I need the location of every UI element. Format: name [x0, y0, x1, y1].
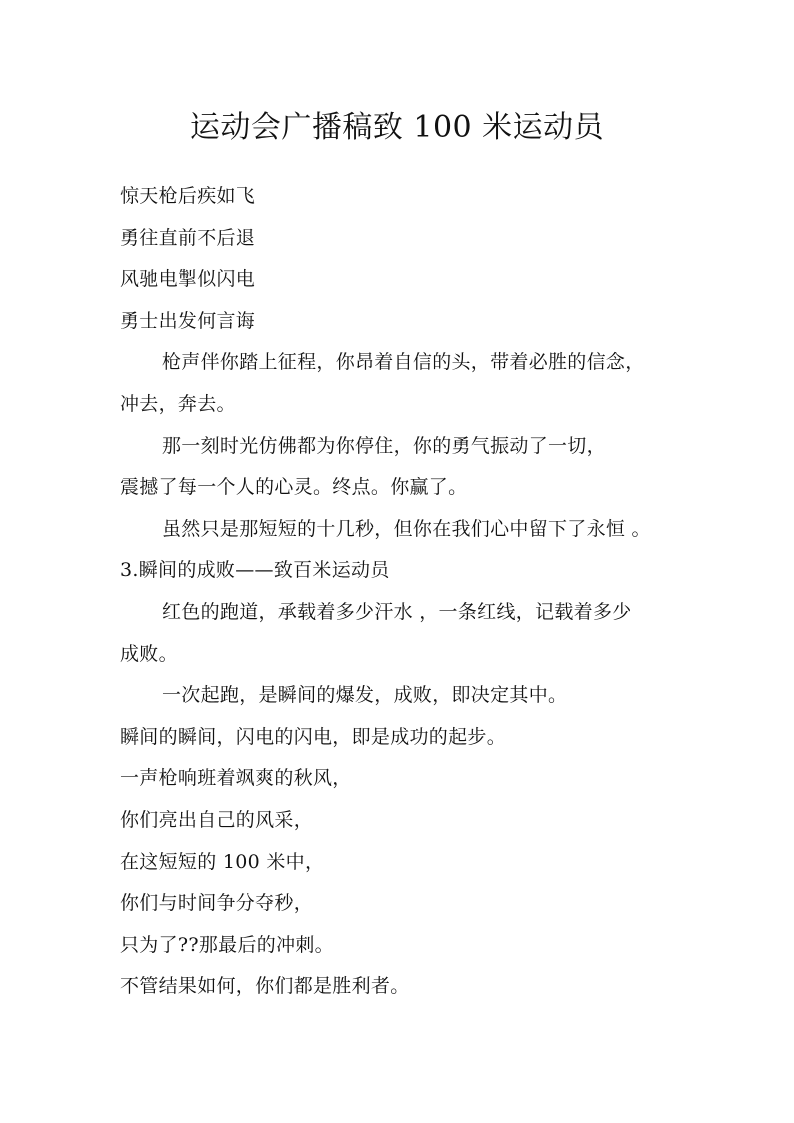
- text-line: 冲去，奔去。: [120, 392, 236, 415]
- text-line: 你们与时间争分夺秒，: [120, 892, 314, 915]
- text-line: 震撼了每一个人的心灵。终点。你赢了。: [120, 476, 468, 499]
- text-line: 红色的跑道，承载着多少汗水 ，一条红线，记载着多少: [162, 600, 632, 623]
- text-line: 那一刻时光仿佛都为你停住，你的勇气振动了一切，: [162, 434, 606, 457]
- text-line: 成败。: [120, 642, 178, 665]
- text-line: 风驰电掣似闪电: [120, 268, 256, 291]
- text-line: 你们亮出自己的风采，: [120, 808, 314, 831]
- text-line: 只为了??那最后的冲刺。: [120, 933, 334, 956]
- text-line: 在这短短的 100 米中，: [120, 850, 325, 873]
- text-line: 惊天枪后疾如飞: [120, 185, 256, 207]
- document-title: 运动会广播稿致 100 米运动员: [189, 110, 605, 145]
- section-heading: 3.瞬间的成败——致百米运动员: [120, 559, 390, 582]
- text-line: 瞬间的瞬间，闪电的闪电，即是成功的起步。: [120, 725, 507, 748]
- text-line: 不管结果如何，你们都是胜利者。: [120, 975, 410, 998]
- text-line: 枪声伴你踏上征程，你昂着自信的头，带着必胜的信念，: [162, 351, 645, 374]
- text-line: 一次起跑，是瞬间的爆发，成败，即决定其中。: [162, 684, 568, 707]
- document-body: [120, 176, 680, 1008]
- text-line: 一声枪响班着飒爽的秋风，: [120, 767, 352, 790]
- text-line: 勇往直前不后退: [120, 226, 256, 249]
- text-line: 勇士出发何言诲: [120, 309, 256, 332]
- text-line: 虽然只是那短短的十几秒，但你在我们心中留下了永恒 。: [162, 517, 651, 540]
